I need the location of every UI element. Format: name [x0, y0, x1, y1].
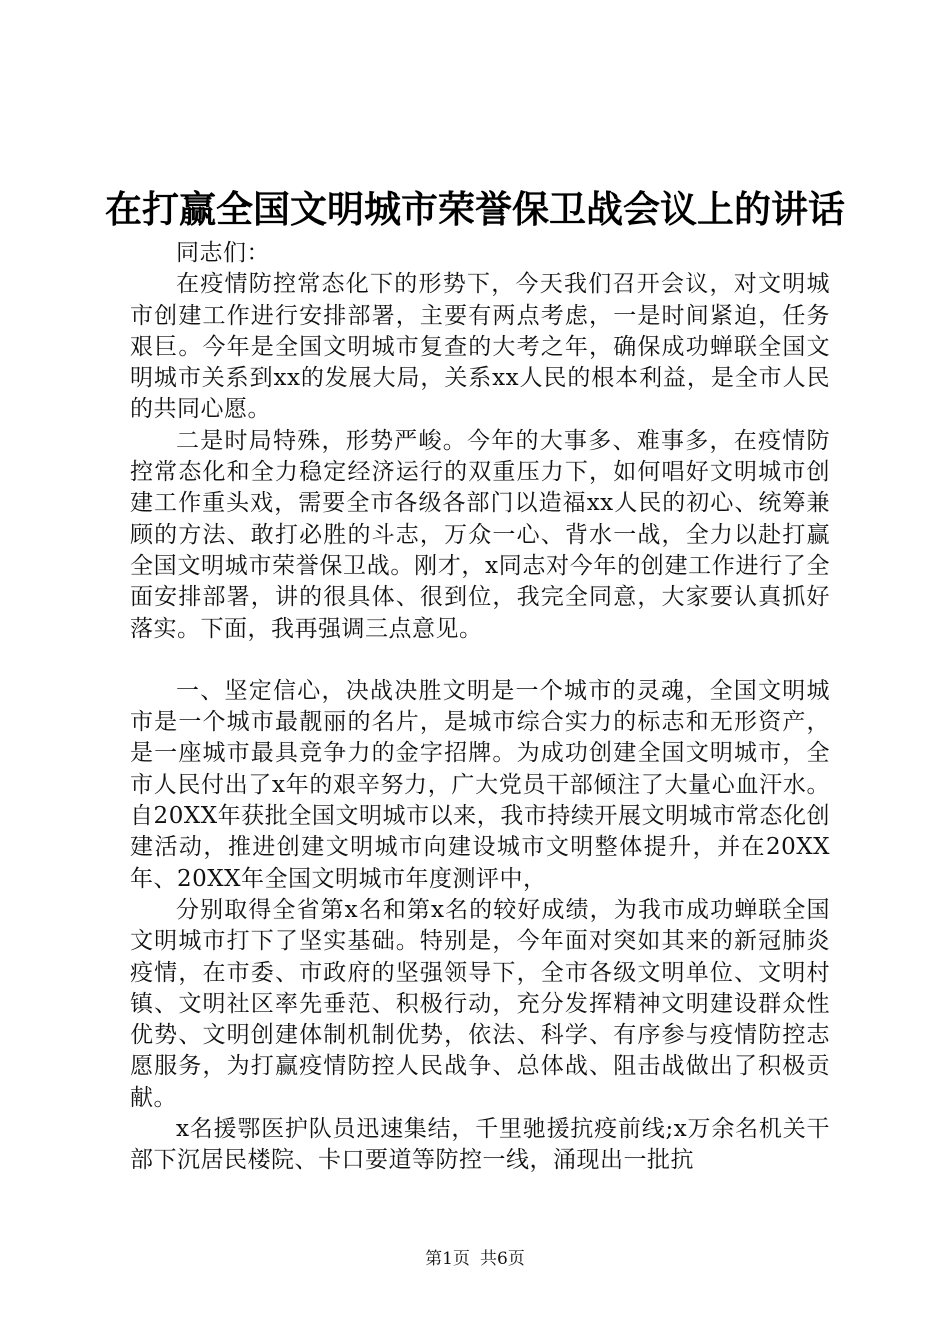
paragraph-4: 分别取得全省第x名和第x名的较好成绩，为我市成功蝉联全国文明城市打下了坚实基础。特别是，今年面对突如其来的新冠肺炎疫情，在市委、市政府的坚强领导下，全市各级文明单位、文明村镇、文明社区率先垂范、积极行动，充分发挥精神文明建设群众性优势、文明创建体制机制优势，依法、科学、有序参与疫情防控志愿服务，为打赢疫情防控人民战争、总体战、阻击战做出了积极贡献。 [130, 896, 830, 1111]
page-footer [0, 1244, 950, 1269]
page-number: 第1页 [425, 1249, 470, 1269]
salutation: 同志们： [176, 240, 270, 266]
document-title: 在打赢全国文明城市荣誉保卫战会议上的讲话 [105, 188, 845, 231]
page-total: 共6页 [480, 1249, 525, 1269]
paragraph-1: 在疫情防控常态化下的形势下，今天我们召开会议，对文明城市创建工作进行安排部署，主要有两点考虑，一是时间紧迫，任务艰巨。今年是全国文明城市复查的大考之年，确保成功蝉联全国文明城市关系到xx的发展大局，关系xx人民的根本利益，是全市人民的共同心愿。 [130, 271, 830, 423]
paragraph-5: x名援鄂医护队员迅速集结，千里驰援抗疫前线;x万余名机关干部下沉居民楼院、卡口要道等防控一线，涌现出一批抗 [130, 1116, 830, 1174]
document-body [130, 238, 830, 1177]
paragraph-3: 一、坚定信心，决战决胜文明是一个城市的灵魂，全国文明城市是一个城市最靓丽的名片，是城市综合实力的标志和无形资产，是一座城市最具竞争力的金字招牌。为成功创建全国文明城市，全市人民付出了x年的艰辛努力，广大党员干部倾注了大量心血汗水。自20XX年获批全国文明城市以来，我市持续开展文明城市常态化创建活动，推进创建文明城市向建设城市文明整体提升，并在20XX年、20XX年全国文明城市年度测评中， [130, 677, 830, 892]
paragraph-2: 二是时局特殊，形势严峻。今年的大事多、难事多，在疫情防控常态化和全力稳定经济运行的双重压力下，如何唱好文明城市创建工作重头戏，需要全市各级各部门以造福xx人民的初心、统筹兼顾的方法、敢打必胜的斗志，万众一心、背水一战，全力以赴打赢全国文明城市荣誉保卫战。刚才，x同志对今年的创建工作进行了全面安排部署，讲的很具体、很到位，我完全同意，大家要认真抓好落实。下面，我再强调三点意见。 [130, 427, 830, 642]
